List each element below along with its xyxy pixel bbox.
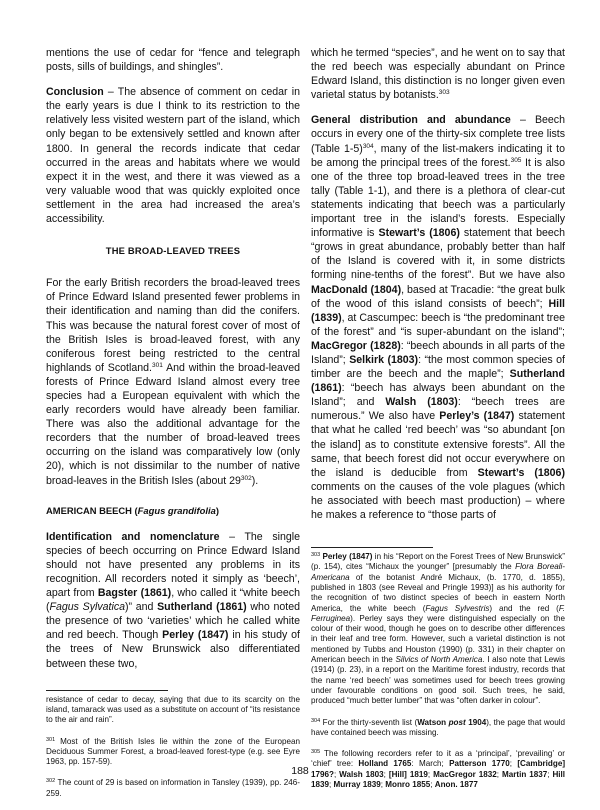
paragraph: which he termed “species”, and he went on to say that the red beech was especially abundant on Prince Edward Island, this distinction is no longer given even varietal status by botanists.$^{303}$ xyxy=(311,47,565,102)
conclusion-paragraph: Conclusion – The absence of comment on cedar in the early years is due I think to its restriction to the relatively less visited western part of the island, which only began to be extensively settled and known after 1800. In general the records indicate that cedar occurred in the areas and habitats where we would expect it in the west, and there it was viewed as a very valuable wood that was quickly exploited once settlement in the area had increased the area’s accessibility. xyxy=(46,86,300,226)
footnote-302: $^{302}$ The count of 29 is based on information in Tansley (1939), pp. 246-259. xyxy=(46,778,300,798)
footnote-continuation: resistance of cedar to decay, saying that due to its scarcity on the island, tamarack was used as a substitute on account of “its resistance to the air and rain”. xyxy=(46,694,300,725)
footnote-301: $^{301}$ Most of the British Isles lie within the zone of the European Deciduous Summer Forest, a broad-leaved forest-type (e.g. see Eyre 1963, pp. 157-59). xyxy=(46,736,300,767)
left-column xyxy=(46,46,300,810)
footnote-304: $^{304}$ For the thirty-seventh list (Watson post 1904), the page that would have contained beech was missing. xyxy=(311,717,565,737)
paragraph: mentions the use of cedar for “fence and telegraph posts, sills of buildings, and shingles”. xyxy=(46,47,300,74)
footnote-ref: 303 xyxy=(438,89,450,97)
run-in-heading: General distribution and abundance xyxy=(311,114,511,127)
footnote-ref: 304 xyxy=(362,142,374,150)
footnote-ref: 305 xyxy=(510,156,522,164)
footnote-303: $^{303}$ Perley (1847) in his “Report on the Forest Trees of New Brunswick” (p. 154), cites “Michaux the younger” [presumably the Flora Boreali-Americana of the botanist André Michaux, (b. 1770, d. 1855), published in 1803 (see Reveal and Pringle 1993)] as his authority for the recognition of two distinct species of beech in eastern North America, the white beech (Fagus Sylvestris) and the red (F. Ferruginea). Perley says they were distinguished especially on the colour of their wood, though he goes on to describe other differences in their leaf and tree form. However, such a varietal distinction is not mentioned by Tubbs and Houston (1990) (p. 331) in their chapter on American beech in the Silvics of North America. I also note that Lewis (1914) (p. 23), in a report on the Maritime forest industry, records that the name ‘red beech’ was sometimes used for beech trees growing under favourable conditions on good soil. Such trees, he said, produced “much better lumber” that was “often darker in colour”. xyxy=(311,552,565,706)
run-in-heading: Conclusion xyxy=(46,86,104,99)
footnote-ref: 301 xyxy=(151,361,163,369)
footnote-305: $^{305}$ The following recorders refer to it as a ‘principal’, ‘prevailing’ or ‘chief’ tree: Holland 1765: March; Patterson 1770; [Cambridge] 1796?; Walsh 1803; [Hill] 1819; MacGregor 1832; Martin 1837; Hill 1839; Murray 1839; Monro 1855; Anon. 1877 xyxy=(311,749,566,790)
species-heading: AMERICAN BEECH (Fagus grandifolia) xyxy=(46,504,219,516)
footnote-ref: 302 xyxy=(240,474,252,482)
identification-paragraph: Identification and nomenclature – The single species of beech occurring on Prince Edward Island should not have presented any problems in its recognition. All recorders noted it simply as ‘beech’, apart from Bagster (1861), who called it “white beech (Fagus Sylvatica)” and Sutherland (1861) who noted the presence of two ‘varieties’ which he called white and red beech. Though Perley (1847) in his study of the trees of New Brunswick also differentiated between these two, xyxy=(46,530,301,670)
page-number: 188 xyxy=(291,765,309,777)
footnote-divider xyxy=(311,547,433,548)
right-column xyxy=(311,46,565,801)
section-heading: THE BROAD-LEAVED TREES xyxy=(105,245,241,257)
distribution-paragraph: General distribution and abundance – Beech occurs in every one of the thirty-six complete tree lists (Table 1-5)$^{304}$, many of the list-makers indicating it to be among the principal trees of the forest.$^{305}$ It is also one of the three top broad-leaved trees in the tree tally (Table 1-1), and there is a plethora of clear-cut statements indicating that beech was a particularly important tree in the island’s forests. Especially informative is Stewart’s (1806) statement that beech “grows in great abundance, probably better than half of the Island is covered with it, in some districts forming nine-tenths of the forest”. But we have also MacDonald (1804), based at Tracadie: “the great bulk of the wood of this island consists of beech”; Hill (1839), at Cascumpec: beech is “the predominant tree of the forest” and “is super-abundant on the island”; MacGregor (1828): “beech abounds in all parts of the Island”; Selkirk (1803): “the most common species of timber are the beech and the maple”; Sutherland (1861): “beech has always been abundant on the Island”; and Walsh (1803): “beech trees are numerous.” We also have Perley’s (1847) statement that what he called ‘red beech’ was “so abundant [on the island] as to constitute extensive forests”. All the same, that beech forest did not occur everywhere on the island is deducible from Stewart’s (1806) comments on the causes of the vole plagues (which he associated with beech mast production) – where he makes a reference to “those parts of xyxy=(311,114,566,521)
run-in-heading: Identification and nomenclature xyxy=(46,530,220,543)
paragraph: For the early British recorders the broad-leaved trees of Prince Edward Island presented fewer problems in their identification and naming than did the conifers. This was because the natural forest cover of most of the British Isles is broad-leaved forest, with any coniferous forest being restricted to the central highlands of Scotland.$^{301}$ And within the broad-leaved forests of Prince Edward Island almost every tree species had a European equivalent with which the early recorders would have already been familiar. There was also the additional advantage for the recorders that the number of broad-leaved trees occurring on the island was comparatively low (only 20), which is not dissimilar to the number of native broad-leaves in the British Isles (about $29^{302}$). xyxy=(46,277,300,487)
footnote-divider xyxy=(46,690,168,691)
